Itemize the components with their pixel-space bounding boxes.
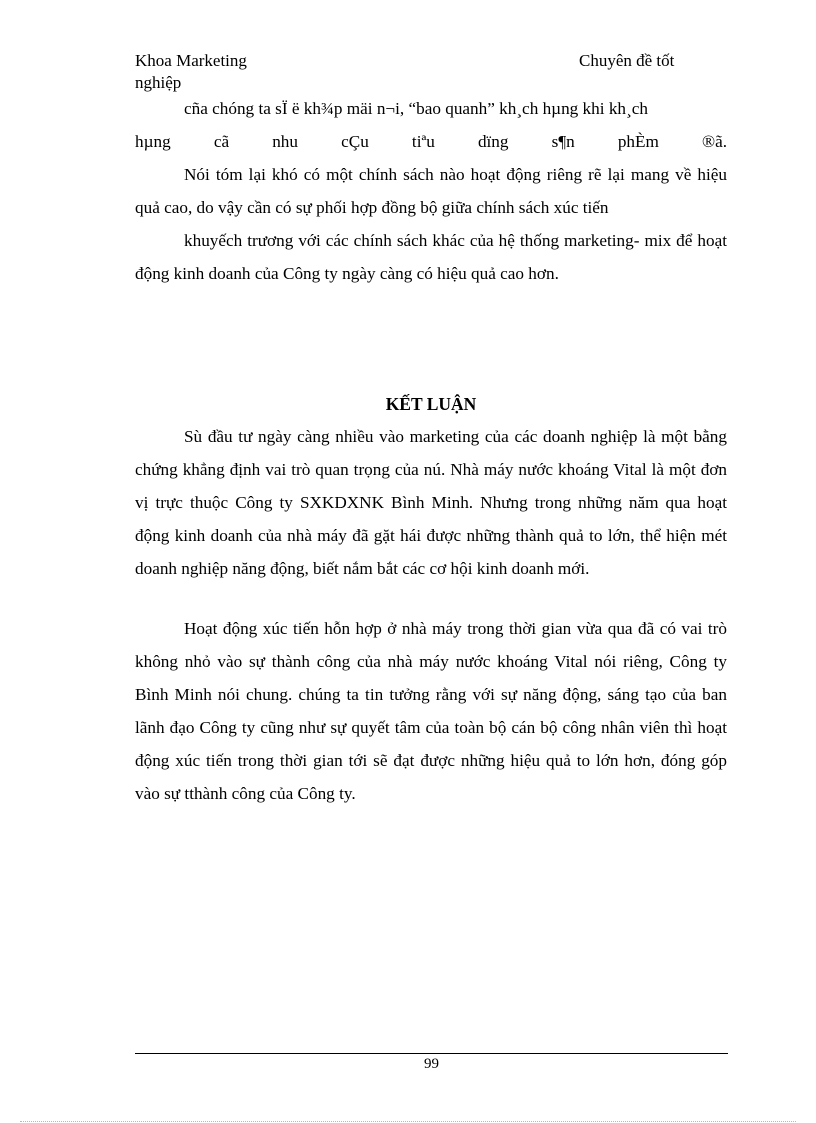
header-document-type: Chuyên đề tốt	[579, 51, 675, 70]
paragraph-summary: Nói tóm lại khó có một chính sách nào hoạt động riêng rẽ lại mang về hiệu quả cao, do vậy cần có sự phối hợp đồng bộ giữa chính sách xúc tiến	[135, 165, 727, 217]
word: tiªu	[411, 132, 435, 151]
conclusion-paragraph-1: Sù đầu tư ngày càng nhiều vào marketing của các doanh nghiệp là một bằng chứng khẳng định vai trò quan trọng của nú. Nhà máy nước khoáng Vital là một đơn vị trực thuộc Công ty SXKDXNK Bình Minh. Nhưng trong những năm qua hoạt động kinh doanh của nhà máy đã gặt hái được những thành quả to lớn, thể hiện mét doanh nghiệp năng động, biết nắm bắt các cơ hội kinh doanh mới.	[135, 427, 727, 578]
section-title: KẾT LUẬN	[385, 394, 477, 414]
word: phÈm	[617, 132, 659, 151]
word: ®ã.	[702, 132, 727, 151]
word: hµng	[135, 132, 171, 151]
page-number: 99	[424, 1056, 439, 1072]
paragraph-encoded-text	[135, 92, 727, 158]
word: nhu	[272, 132, 298, 151]
word: dïng	[477, 132, 509, 151]
word: cã	[213, 132, 230, 151]
header-document-type-continued: nghiệp	[135, 73, 182, 92]
paragraph-summary-continued: khuyếch trương với các chính sách khác của hệ thống marketing- mix để hoạt động kinh doanh của Công ty ngày càng có hiệu quả cao hơn.	[135, 231, 727, 283]
paragraph-line-justified	[135, 125, 727, 158]
header-faculty: Khoa Marketing	[135, 51, 247, 70]
page-bottom-border	[20, 1121, 796, 1122]
word: cÇu	[341, 132, 369, 151]
conclusion-paragraph-2: Hoạt động xúc tiến hỗn hợp ở nhà máy trong thời gian vừa qua đã có vai trò không nhỏ vào sự thành công của nhà máy nước khoáng Vital nói riêng, Công ty Bình Minh nói chung. chúng ta tin tưởng rằng với sự năng động, sáng tạo của ban lãnh đạo Công ty cũng như sự quyết tâm của toàn bộ cán bộ công nhân viên thì hoạt động xúc tiến trong thời gian tới sẽ đạt được những hiệu quả to lớn hơn, đóng góp vào sự tthành công của Công ty.	[135, 619, 727, 803]
paragraph-line: cña chóng ta sÏ ë kh¾p mäi n¬i, “bao quanh” kh¸ch hµng khi kh¸ch	[184, 99, 648, 118]
word: s¶n	[551, 132, 575, 151]
footer-divider	[135, 1053, 728, 1054]
